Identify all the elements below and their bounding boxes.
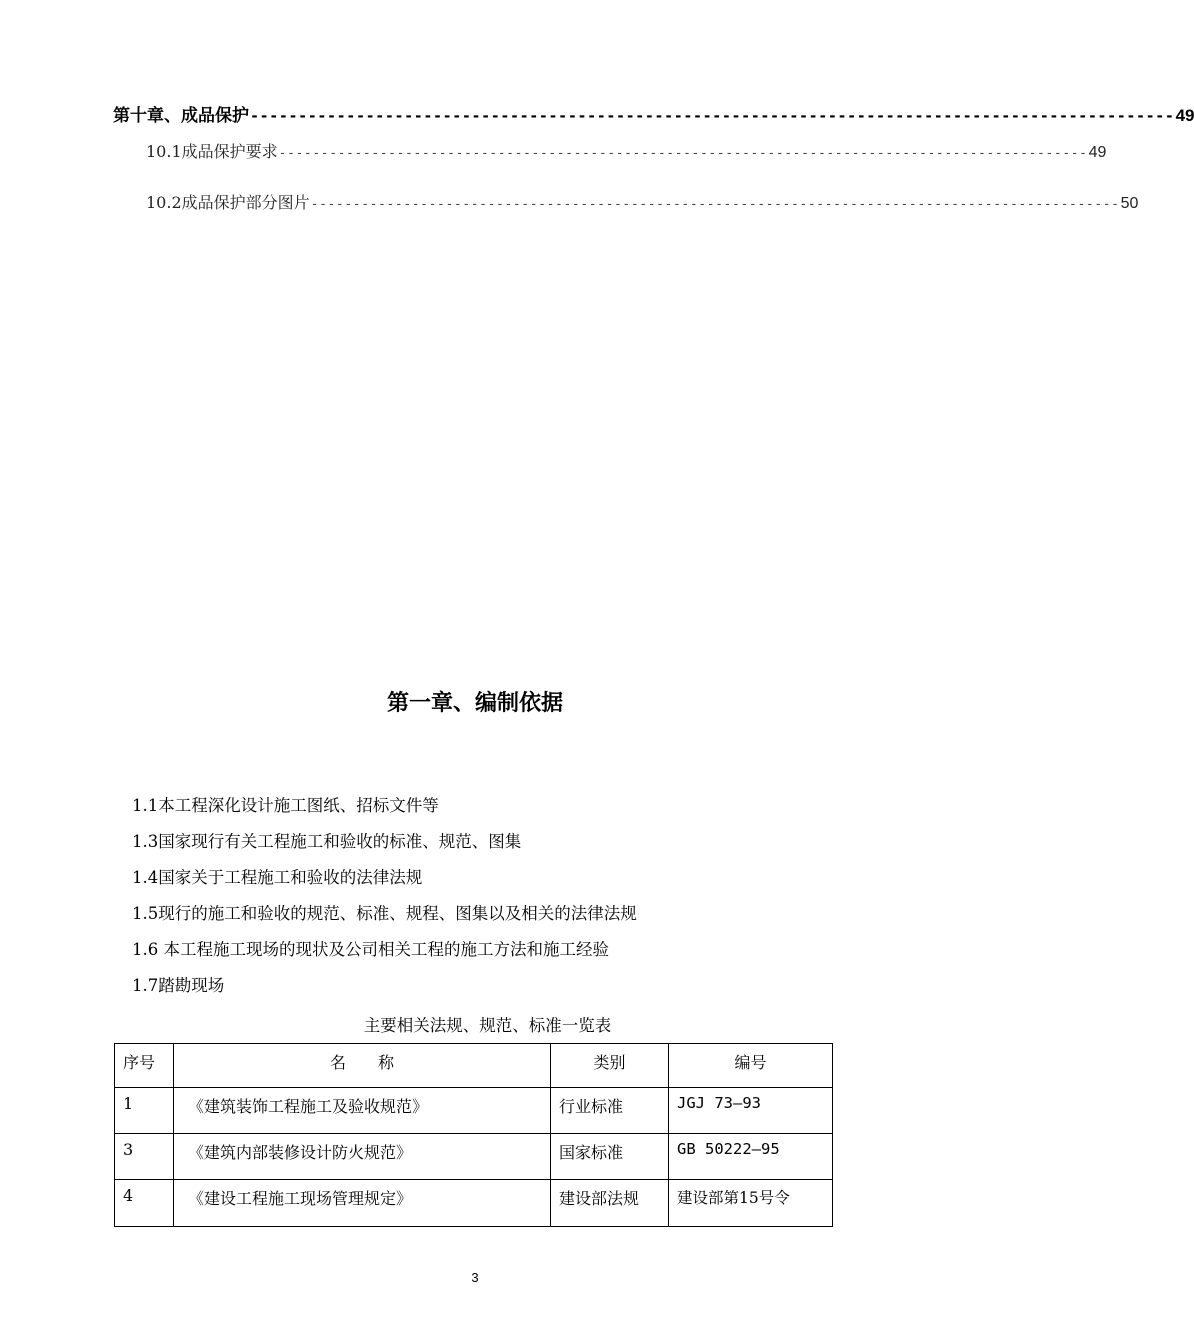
cell-code: 建设部第15号令 bbox=[669, 1180, 833, 1227]
table-caption: 主要相关法规、规范、标准一览表 bbox=[363, 1016, 612, 1035]
cell-code: GB 50222—95 bbox=[669, 1134, 833, 1180]
basis-item: 1.6 本工程施工现场的现状及公司相关工程的施工方法和施工经验 bbox=[132, 940, 609, 959]
page-number: 3 bbox=[471, 1270, 479, 1285]
toc-dot-leader: ------------------------------------------------------------------------------------------------ bbox=[278, 146, 1088, 161]
toc-entry-10-2[interactable] bbox=[146, 190, 1139, 213]
cell-name: 《建筑装饰工程施工及验收规范》 bbox=[174, 1088, 551, 1134]
basis-item: 1.1本工程深化设计施工图纸、招标文件等 bbox=[132, 796, 439, 815]
regulations-table bbox=[114, 1043, 833, 1227]
cell-category: 行业标准 bbox=[551, 1088, 669, 1134]
toc-dot-leader: ------------------------------------------------------------------------------------------------ bbox=[310, 197, 1120, 212]
column-header-index: 序号 bbox=[115, 1044, 174, 1088]
toc-entry-label: 第十章、成品保护 bbox=[113, 106, 249, 126]
column-header-name: 名 称 bbox=[174, 1044, 551, 1088]
toc-dot-leader: ------------------------------------------------------------------------------------------------ bbox=[250, 107, 1175, 125]
cell-index: 3 bbox=[115, 1134, 174, 1180]
cell-name: 《建筑内部装修设计防火规范》 bbox=[174, 1134, 551, 1180]
table-row bbox=[115, 1134, 833, 1180]
toc-entry-label: 10.1成品保护要求 bbox=[146, 142, 278, 161]
basis-item: 1.4国家关于工程施工和验收的法律法规 bbox=[132, 868, 423, 887]
toc-page-number: 50 bbox=[1120, 195, 1139, 212]
cell-name: 《建设工程施工现场管理规定》 bbox=[174, 1180, 551, 1227]
toc-entry-10-1[interactable] bbox=[146, 139, 1107, 162]
chapter-title: 第一章、编制依据 bbox=[386, 691, 563, 716]
cell-category: 建设部法规 bbox=[551, 1180, 669, 1227]
toc-page-number: 49 bbox=[1175, 106, 1194, 125]
column-header-code: 编号 bbox=[669, 1044, 833, 1088]
cell-index: 4 bbox=[115, 1180, 174, 1227]
basis-list bbox=[132, 793, 637, 1009]
toc-page-number: 49 bbox=[1088, 144, 1107, 161]
basis-item: 1.3国家现行有关工程施工和验收的标准、规范、图集 bbox=[132, 832, 522, 851]
basis-item: 1.5现行的施工和验收的规范、标准、规程、图集以及相关的法律法规 bbox=[132, 904, 637, 923]
basis-item: 1.7踏勘现场 bbox=[132, 976, 225, 995]
cell-category: 国家标准 bbox=[551, 1134, 669, 1180]
cell-index: 1 bbox=[115, 1088, 174, 1134]
table-row bbox=[115, 1180, 833, 1227]
cell-code: JGJ 73—93 bbox=[669, 1088, 833, 1134]
column-header-category: 类别 bbox=[551, 1044, 669, 1088]
toc-entry-label: 10.2成品保护部分图片 bbox=[146, 193, 310, 212]
table-header-row bbox=[115, 1044, 833, 1088]
table-row bbox=[115, 1088, 833, 1134]
toc-entry-chapter-10[interactable] bbox=[113, 101, 1194, 126]
